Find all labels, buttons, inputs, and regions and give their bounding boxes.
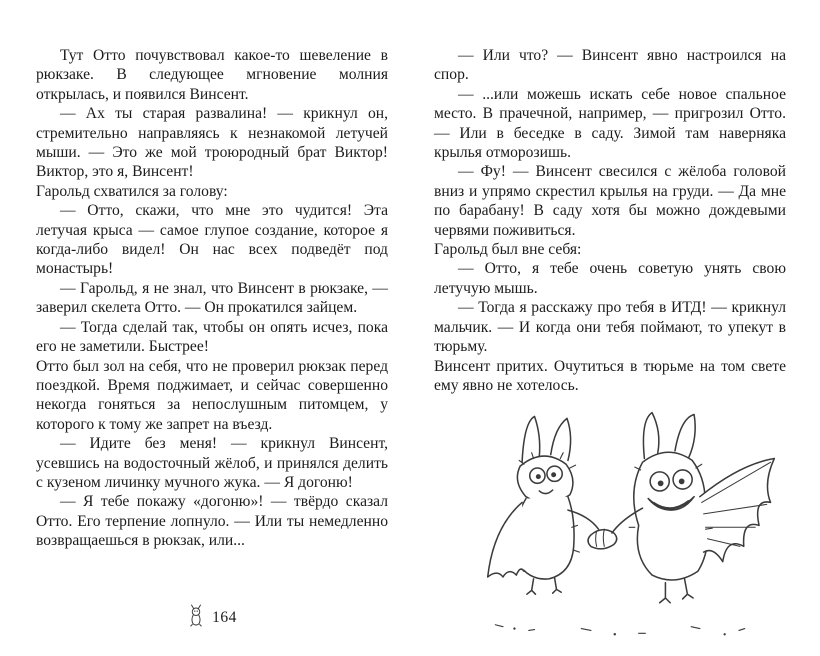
paragraph: — Тогда сделай так, чтобы он опять исчез, пока его не заметили. Быстрее! [36, 318, 388, 356]
paragraph: — Ах ты старая развалина! — крикнул он, стремительно направляясь к незнакомой летучей мыши. — Это же мой троюродный брат Виктор! Виктор, это я, Винсент! [36, 105, 388, 181]
paragraph: — Фу! — Винсент свесился с жёлоба головой вниз и упрямо скрестил крылья на груди. — Да мне по барабану! В саду хотя бы можно дождевыми червями поживиться. [434, 163, 786, 239]
left-page-text [36, 0, 388, 551]
two-bats-illustration [434, 403, 786, 642]
paragraph: — Идите без меня! — крикнул Винсент, усевшись на водосточный жёлоб, и принялся делить с кузеном личинку мучного жука. — Я догоню! [36, 435, 388, 491]
right-page [434, 0, 786, 656]
paragraph: — Гарольд, я не знал, что Винсент в рюкзаке, — заверил скелета Отто. — Он прокатился зайцем. [36, 279, 388, 317]
creature-ornament-icon [187, 604, 205, 632]
paragraph: — Отто, я тебе очень советую унять свою летучую мышь. [434, 260, 786, 297]
page-footer [36, 604, 388, 632]
paragraph: — ...или можешь искать себе новое спальное место. В прачечной, например, — пригрозил Отто. — Или в беседке в саду. Зимой там наверняка крылья отморозишь. [434, 85, 786, 162]
paragraph: Тут Отто почувствовал какое-то шевеление в рюкзаке. В следующее мгновение молния открылась, и появился Винсент. [36, 47, 388, 103]
paragraph: — Я тебе покажу «догоню»! — твёрдо сказал Отто. Его терпение лопнуло. — Или ты немедленно возвращаешься в рюкзак, или... [36, 493, 388, 550]
paragraph: Отто был зол на себя, что не проверил рюкзак перед поездкой. Время поджимает, и сейчас совершенно некогда гоняться за непослушным питомцем, у которого к тому же запрет на въезд. [36, 357, 388, 433]
paragraph: Винсент притих. Очутиться в тюрьме на том свете ему явно не хотелось. [434, 357, 786, 394]
paragraph: — Или что? — Винсент явно настроился на спор. [434, 47, 786, 84]
paragraph: Гарольд схватился за голову: [36, 182, 228, 200]
page-number: 164 [212, 609, 237, 626]
left-page [36, 0, 388, 656]
paragraph: Гарольд был вне себя: [434, 241, 582, 259]
paragraph: — Отто, скажи, что мне это чудится! Эта летучая крыса — самое глупое создание, которое я когда-либо видел! Он нас всех подведёт под монастырь! [36, 202, 388, 278]
paragraph: — Тогда я расскажу про тебя в ИТД! — крикнул мальчик. — И когда они тебя поймают, то упекут в тюрьму. [434, 299, 786, 356]
right-page-text [434, 0, 786, 395]
